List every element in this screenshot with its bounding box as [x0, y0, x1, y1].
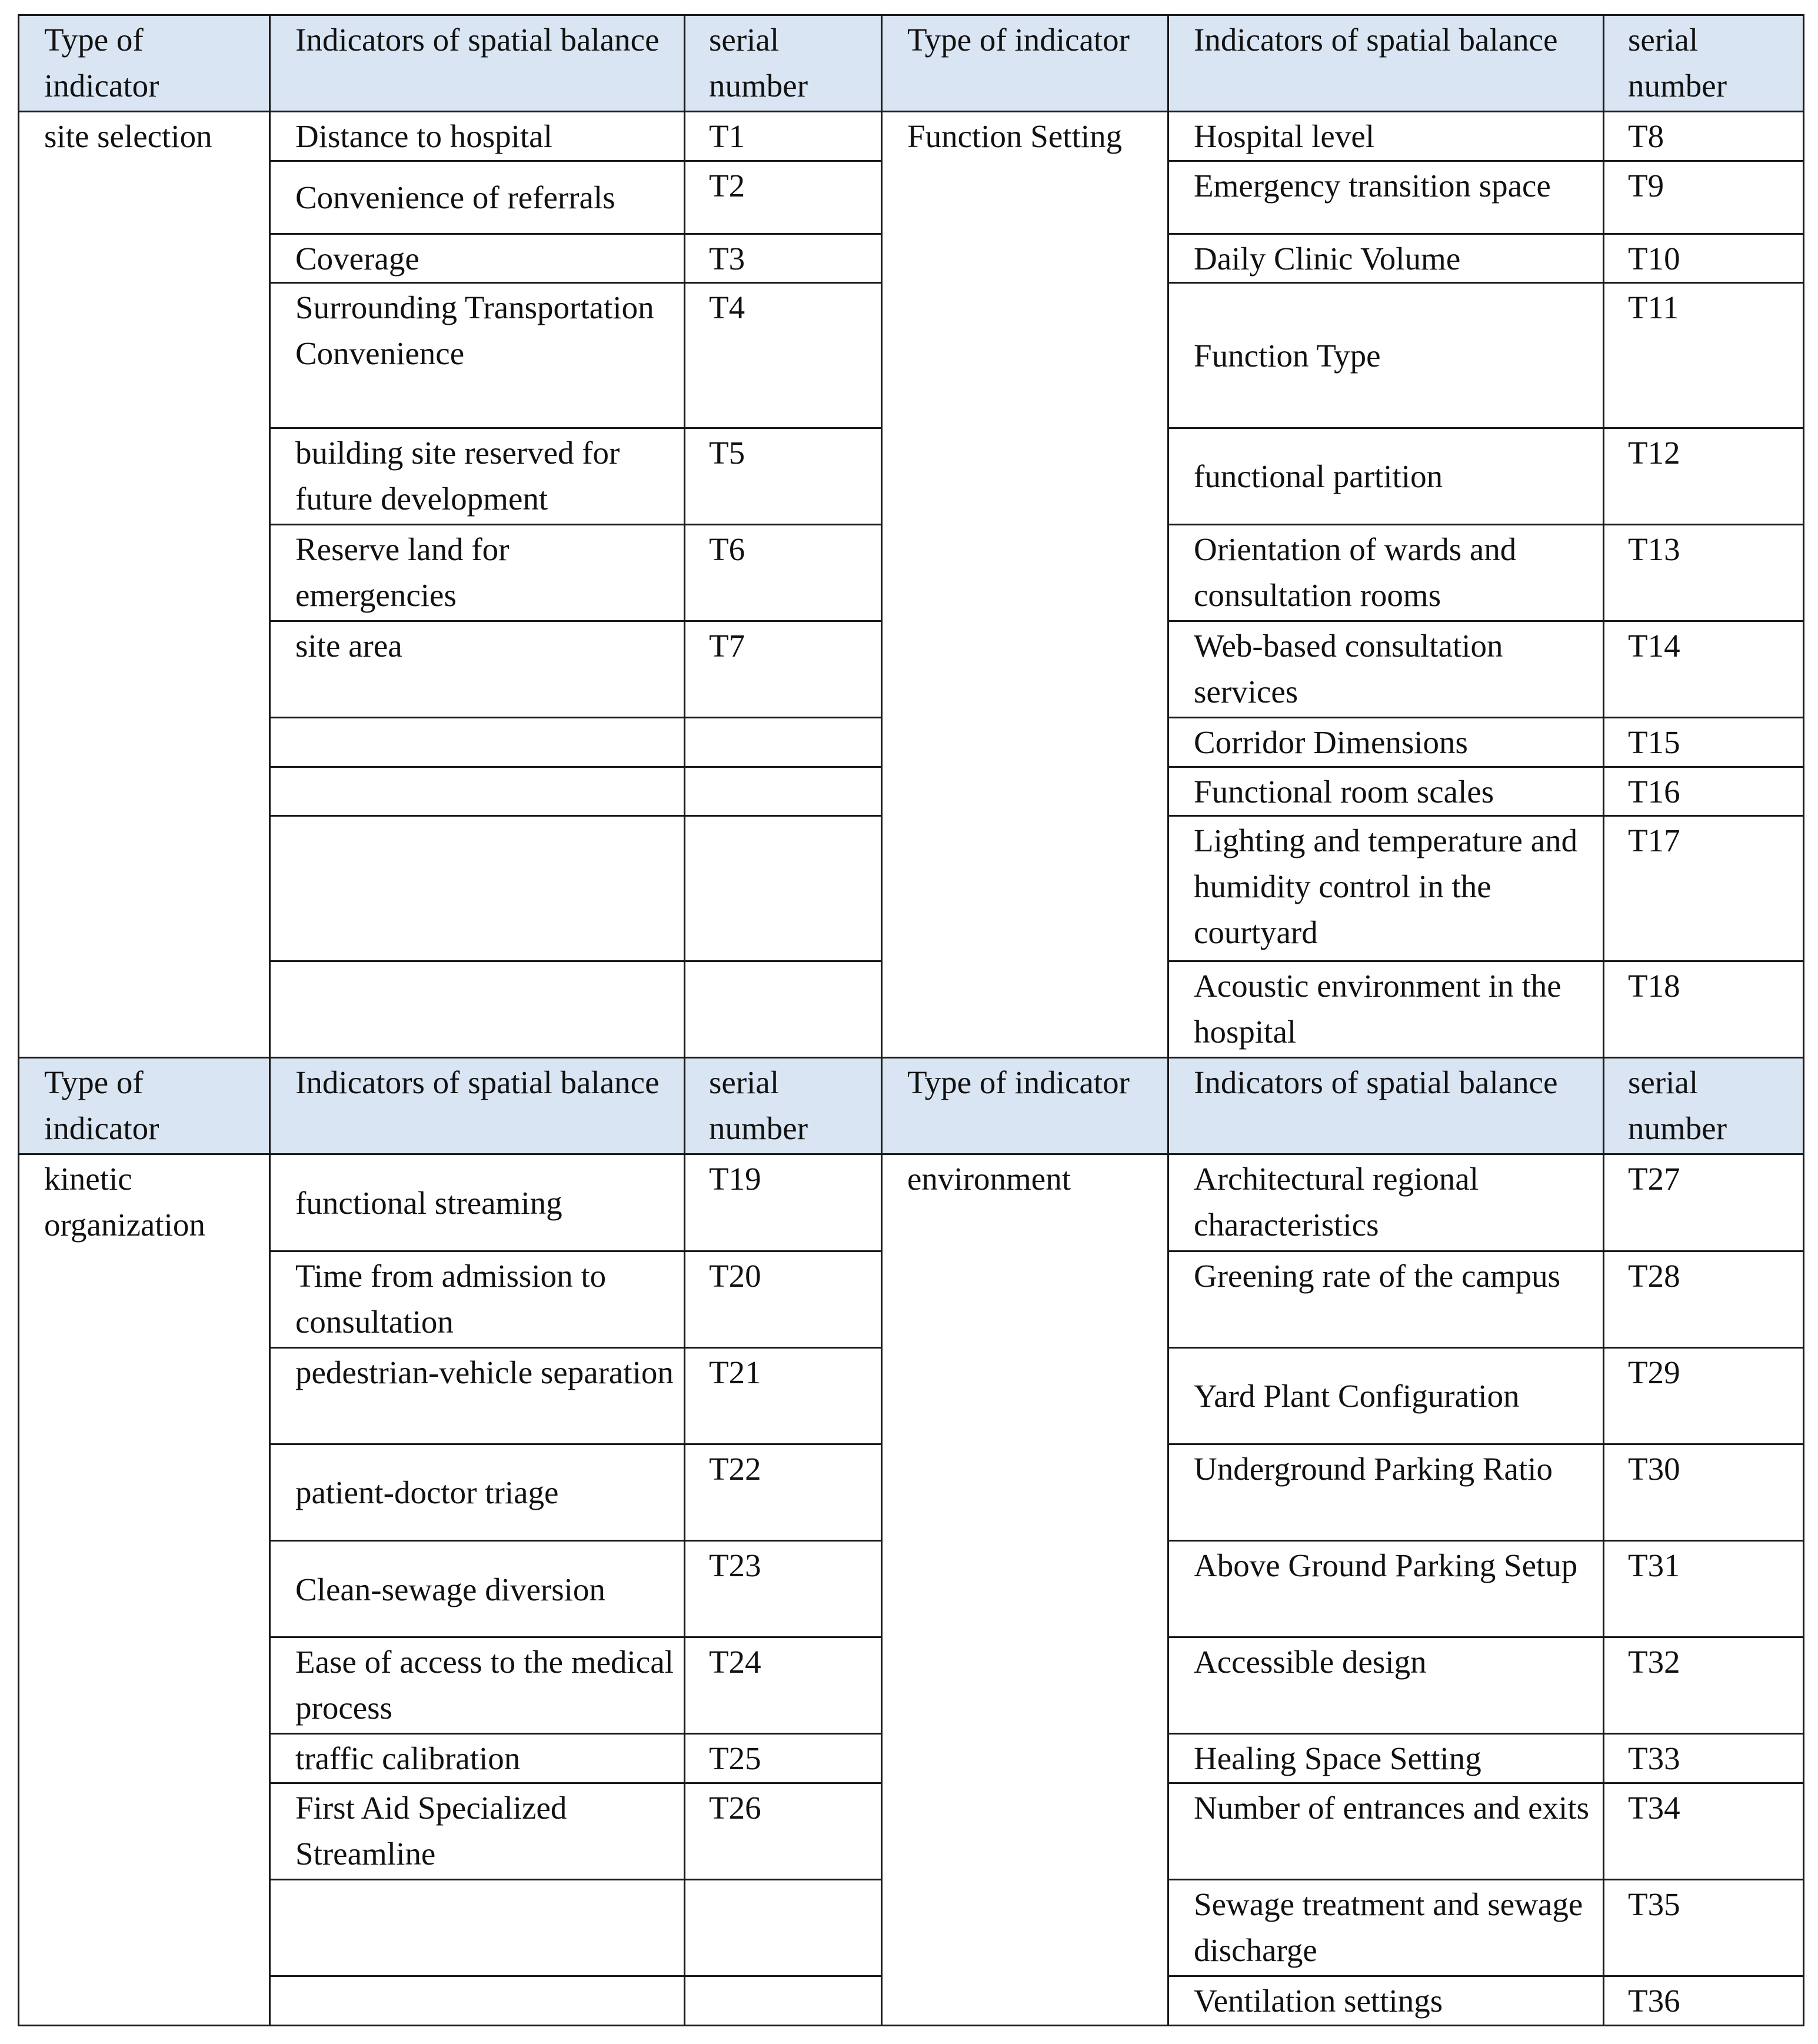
indicator-cell: Healing Space Setting [1168, 1734, 1604, 1783]
serial-number-cell: T7 [685, 621, 882, 718]
indicator-cell: Hospital level [1168, 112, 1604, 161]
indicator-cell: Acoustic environment in the hospital [1168, 961, 1604, 1058]
type-of-indicator-cell: environment [882, 1154, 1168, 2026]
serial-number-cell: T9 [1604, 161, 1804, 234]
indicator-cell: site area [270, 621, 685, 718]
table-body [19, 15, 1804, 2026]
serial-number-cell [685, 1880, 882, 1976]
serial-number-cell: T6 [685, 525, 882, 621]
indicator-cell: Architectural regional characteristics [1168, 1154, 1604, 1251]
spatial-balance-indicator-table [18, 14, 1804, 2026]
serial-number-cell: T1 [685, 112, 882, 161]
serial-number-cell: T14 [1604, 621, 1804, 718]
indicator-cell: Yard Plant Configuration [1168, 1347, 1604, 1444]
serial-number-cell [685, 718, 882, 767]
indicator-cell: traffic calibration [270, 1734, 685, 1783]
indicator-cell [270, 1880, 685, 1976]
serial-number-cell: T23 [685, 1541, 882, 1637]
serial-number-cell: T4 [685, 283, 882, 428]
indicator-cell: Sewage treatment and sewage discharge [1168, 1880, 1604, 1976]
indicator-cell: Underground Parking Ratio [1168, 1444, 1604, 1540]
header-row [19, 1058, 1804, 1154]
serial-number-cell: T13 [1604, 525, 1804, 621]
indicator-cell [270, 961, 685, 1058]
serial-number-cell: T5 [685, 428, 882, 524]
indicator-cell: Greening rate of the campus [1168, 1251, 1604, 1347]
indicator-cell [270, 767, 685, 816]
serial-number-cell: T11 [1604, 283, 1804, 428]
indicator-cell: Reserve land for emergencies [270, 525, 685, 621]
serial-number-cell: T32 [1604, 1637, 1804, 1734]
indicator-cell: Number of entrances and exits [1168, 1783, 1604, 1879]
table-row [19, 112, 1804, 161]
serial-number-cell: T19 [685, 1154, 882, 1251]
serial-number-cell [685, 1976, 882, 2026]
serial-number-cell: T35 [1604, 1880, 1804, 1976]
serial-number-cell [685, 767, 882, 816]
indicator-cell: Distance to hospital [270, 112, 685, 161]
indicator-cell: Coverage [270, 234, 685, 283]
serial-number-cell: T16 [1604, 767, 1804, 816]
indicator-cell: Function Type [1168, 283, 1604, 428]
header-serial-number: serial number [685, 15, 882, 112]
indicator-cell: functional partition [1168, 428, 1604, 524]
indicator-cell: building site reserved for future development [270, 428, 685, 524]
header-row [19, 15, 1804, 112]
type-of-indicator-cell: Function Setting [882, 112, 1168, 1058]
indicator-cell: First Aid Specialized Streamline [270, 1783, 685, 1879]
serial-number-cell: T10 [1604, 234, 1804, 283]
serial-number-cell: T34 [1604, 1783, 1804, 1879]
indicator-cell: functional streaming [270, 1154, 685, 1251]
serial-number-cell: T17 [1604, 816, 1804, 961]
serial-number-cell: T28 [1604, 1251, 1804, 1347]
header-type-of-indicator: Type of indicator [882, 15, 1168, 112]
header-serial-number: serial number [1604, 15, 1804, 112]
indicator-cell: Above Ground Parking Setup [1168, 1541, 1604, 1637]
indicator-cell: Functional room scales [1168, 767, 1604, 816]
indicator-cell: Convenience of referrals [270, 161, 685, 234]
serial-number-cell: T36 [1604, 1976, 1804, 2026]
serial-number-cell [685, 816, 882, 961]
indicator-cell: Web-based consultation services [1168, 621, 1604, 718]
serial-number-cell: T18 [1604, 961, 1804, 1058]
indicator-cell [270, 718, 685, 767]
serial-number-cell: T3 [685, 234, 882, 283]
indicator-cell: pedestrian-vehicle separation [270, 1347, 685, 1444]
indicator-table-sheet [18, 14, 1803, 2026]
indicator-cell: Daily Clinic Volume [1168, 234, 1604, 283]
indicator-cell: Emergency transition space [1168, 161, 1604, 234]
indicator-cell: Surrounding Transportation Convenience [270, 283, 685, 428]
indicator-cell: Clean-sewage diversion [270, 1541, 685, 1637]
serial-number-cell: T21 [685, 1347, 882, 1444]
type-of-indicator-cell: site selection [19, 112, 270, 1058]
serial-number-cell: T29 [1604, 1347, 1804, 1444]
indicator-cell: Time from admission to consultation [270, 1251, 685, 1347]
header-type-of-indicator: Type of indicator [882, 1058, 1168, 1154]
header-serial-number: serial number [1604, 1058, 1804, 1154]
header-type-of-indicator: Type of indicator [19, 1058, 270, 1154]
serial-number-cell: T26 [685, 1783, 882, 1879]
indicator-cell: Ease of access to the medical process [270, 1637, 685, 1734]
indicator-cell: Accessible design [1168, 1637, 1604, 1734]
indicator-cell [270, 1976, 685, 2026]
header-indicators: Indicators of spatial balance [1168, 1058, 1604, 1154]
serial-number-cell: T25 [685, 1734, 882, 1783]
serial-number-cell: T30 [1604, 1444, 1804, 1540]
serial-number-cell: T22 [685, 1444, 882, 1540]
table-row [19, 1154, 1804, 1251]
indicator-cell: patient-doctor triage [270, 1444, 685, 1540]
serial-number-cell: T15 [1604, 718, 1804, 767]
serial-number-cell: T20 [685, 1251, 882, 1347]
serial-number-cell: T31 [1604, 1541, 1804, 1637]
serial-number-cell: T12 [1604, 428, 1804, 524]
serial-number-cell: T33 [1604, 1734, 1804, 1783]
indicator-cell: Lighting and temperature and humidity control in the courtyard [1168, 816, 1604, 961]
serial-number-cell: T8 [1604, 112, 1804, 161]
indicator-cell: Corridor Dimensions [1168, 718, 1604, 767]
serial-number-cell [685, 961, 882, 1058]
indicator-cell: Ventilation settings [1168, 1976, 1604, 2026]
indicator-cell: Orientation of wards and consultation rooms [1168, 525, 1604, 621]
header-type-of-indicator: Type of indicator [19, 15, 270, 112]
header-indicators: Indicators of spatial balance [1168, 15, 1604, 112]
indicator-cell [270, 816, 685, 961]
serial-number-cell: T2 [685, 161, 882, 234]
type-of-indicator-cell: kinetic organization [19, 1154, 270, 2026]
header-indicators: Indicators of spatial balance [270, 1058, 685, 1154]
header-indicators: Indicators of spatial balance [270, 15, 685, 112]
serial-number-cell: T27 [1604, 1154, 1804, 1251]
header-serial-number: serial number [685, 1058, 882, 1154]
serial-number-cell: T24 [685, 1637, 882, 1734]
